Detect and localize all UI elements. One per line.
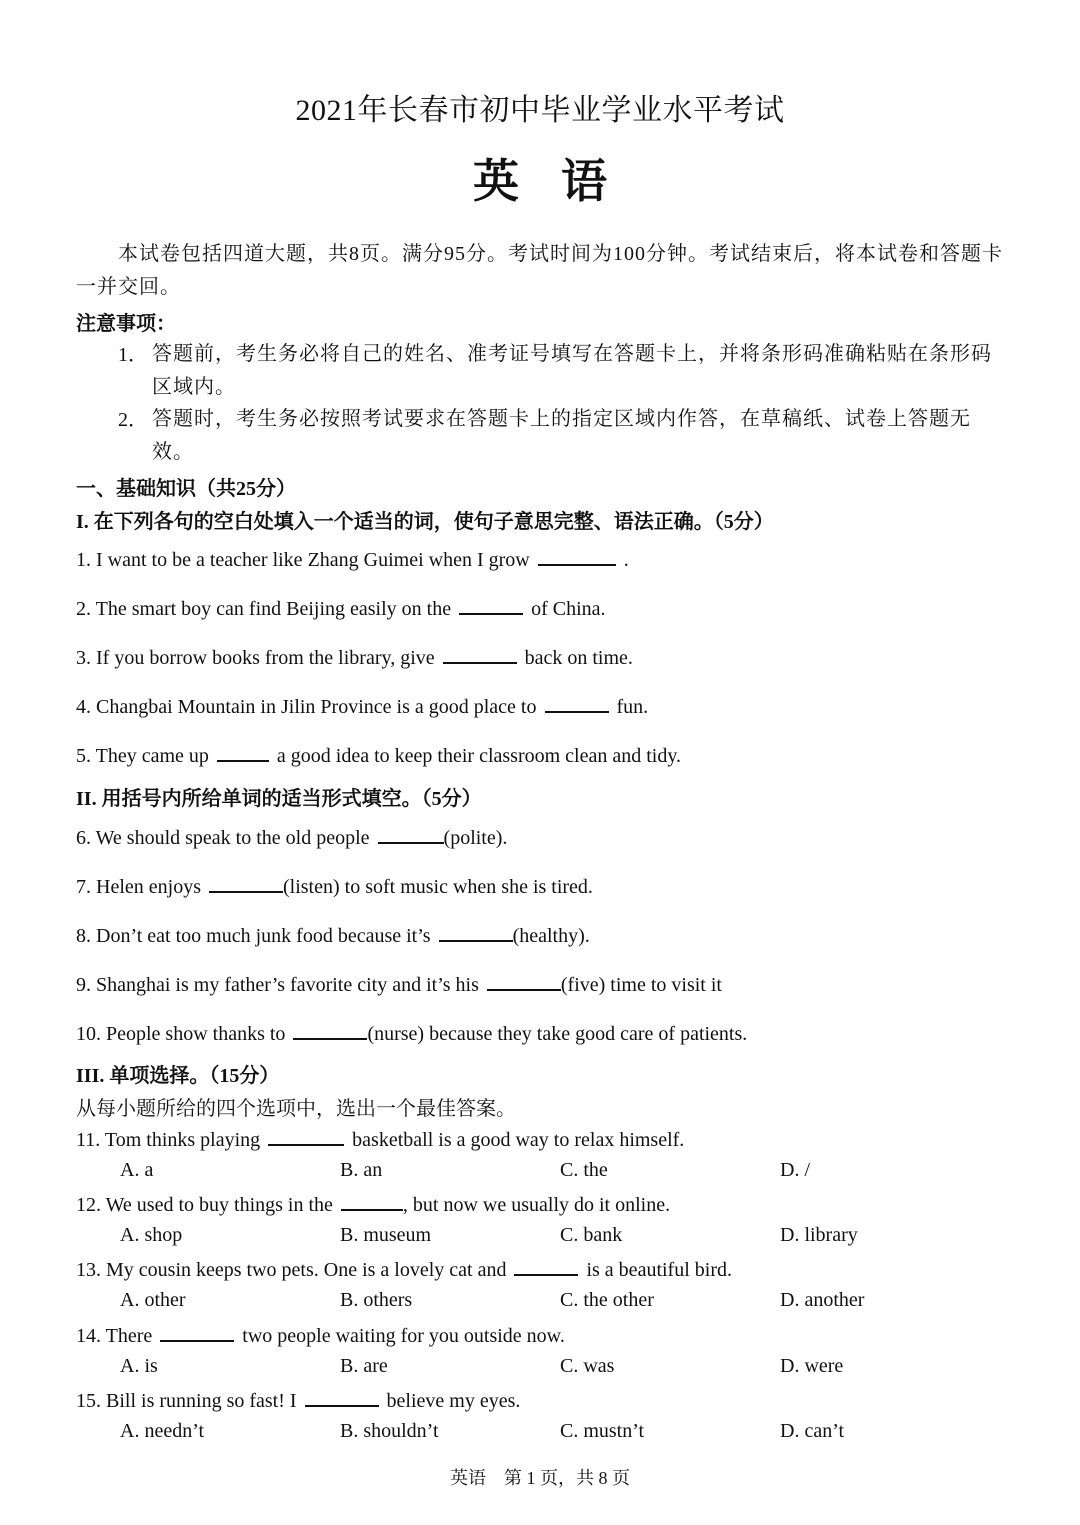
note-item: 答题时，考生务必按照考试要求在答题卡上的指定区域内作答，在草稿纸、试卷上答题无效。 <box>152 408 971 463</box>
question-text: 7. Helen enjoys <box>76 876 201 898</box>
question-text: 8. Don’t eat too much junk food because it’s <box>76 925 431 947</box>
notes-title: 注意事项： <box>76 313 176 335</box>
question-2 <box>76 595 606 621</box>
option-d: D. can’t <box>780 1420 845 1442</box>
option-a: A. is <box>120 1355 158 1377</box>
option-d: D. / <box>780 1159 810 1181</box>
question-text: 5. They came up <box>76 745 209 767</box>
question-12 <box>76 1191 670 1217</box>
question-text: 13. My cousin keeps two pets. One is a lovely cat and <box>76 1259 507 1281</box>
option-b: B. are <box>340 1355 388 1377</box>
answer-blank <box>443 644 517 664</box>
answer-blank <box>439 922 513 942</box>
section3-instruction: 从每小题所给的四个选项中，选出一个最佳答案。 <box>76 1098 516 1120</box>
intro-paragraph: 本试卷包括四道大题，共8页。满分95分。考试时间为100分钟。考试结束后，将本试卷和答题卡一并交回。 <box>76 243 1003 298</box>
question-11 <box>76 1126 684 1152</box>
question-text: 9. Shanghai is my father’s favorite city and it’s his <box>76 974 479 996</box>
option-c: C. the other <box>560 1289 654 1311</box>
answer-blank <box>514 1256 578 1276</box>
question-text: 3. If you borrow books from the library, give <box>76 647 435 669</box>
question-text: is a beautiful bird. <box>586 1259 732 1281</box>
question-text: 14. There <box>76 1325 153 1347</box>
question-8 <box>76 922 590 948</box>
question-text: 1. I want to be a teacher like Zhang Guimei when I grow <box>76 549 530 571</box>
option-a: A. needn’t <box>120 1420 205 1442</box>
question-text: basketball is a good way to relax himself. <box>352 1129 685 1151</box>
option-d: D. another <box>780 1289 865 1311</box>
question-text: , but now we usually do it online. <box>402 1194 671 1216</box>
option-c: C. the <box>560 1159 608 1181</box>
answer-blank <box>538 546 616 566</box>
question-9 <box>76 971 722 997</box>
question-text: 10. People show thanks to <box>76 1023 286 1045</box>
subject-title: 英语 <box>473 156 649 207</box>
answer-blank <box>209 873 283 893</box>
option-c: C. mustn’t <box>560 1420 645 1442</box>
answer-blank <box>160 1322 234 1342</box>
section3-title: III. 单项选择。（15分） <box>76 1065 280 1087</box>
question-text: of China. <box>531 598 606 620</box>
note-number: 1． <box>118 344 148 366</box>
answer-blank <box>268 1126 344 1146</box>
option-d: D. library <box>780 1224 858 1246</box>
question-5 <box>76 742 681 768</box>
question-text: (polite). <box>443 827 508 849</box>
question-text: 4. Changbai Mountain in Jilin Province is a good place to <box>76 696 537 718</box>
note-item: 答题前，考生务必将自己的姓名、准考证号填写在答题卡上，并将条形码准确粘贴在条形码区域内。 <box>152 343 992 398</box>
option-a: A. shop <box>120 1224 183 1246</box>
option-a: A. other <box>120 1289 186 1311</box>
question-text: 11. Tom thinks playing <box>76 1129 261 1151</box>
question-text: (five) time to visit it <box>560 974 722 996</box>
question-text: 15. Bill is running so fast! I <box>76 1390 297 1412</box>
question-text: (healthy). <box>512 925 590 947</box>
question-14 <box>76 1322 565 1348</box>
question-6 <box>76 824 507 850</box>
answer-blank <box>341 1191 403 1211</box>
answer-blank <box>217 742 269 762</box>
question-text: back on time. <box>524 647 633 669</box>
question-text: fun. <box>616 696 649 718</box>
option-b: B. museum <box>340 1224 432 1246</box>
question-13 <box>76 1256 732 1282</box>
question-1 <box>76 546 629 572</box>
part1-title: 一、基础知识（共25分） <box>76 478 296 500</box>
note-number: 2． <box>118 409 148 431</box>
question-text: 6. We should speak to the old people <box>76 827 370 849</box>
answer-blank <box>293 1020 367 1040</box>
answer-blank <box>305 1387 379 1407</box>
question-7 <box>76 873 593 899</box>
section1-title: I. 在下列各句的空白处填入一个适当的词，使句子意思完整、语法正确。（5分） <box>76 511 774 533</box>
page-footer: 英语 第 1 页，共 8 页 <box>450 1468 630 1488</box>
question-text: 12. We used to buy things in the <box>76 1194 333 1216</box>
option-b: B. others <box>340 1289 413 1311</box>
question-text: a good idea to keep their classroom clean and tidy. <box>276 745 682 767</box>
question-text: (nurse) because they take good care of patients. <box>367 1023 748 1045</box>
question-3 <box>76 644 633 670</box>
option-b: B. an <box>340 1159 383 1181</box>
option-c: C. bank <box>560 1224 623 1246</box>
question-text: two people waiting for you outside now. <box>242 1325 565 1347</box>
question-text: (listen) to soft music when she is tired. <box>282 876 593 898</box>
question-15 <box>76 1387 520 1413</box>
answer-blank <box>378 824 444 844</box>
answer-blank <box>487 971 561 991</box>
answer-blank <box>459 595 523 615</box>
option-a: A. a <box>120 1159 154 1181</box>
question-text: believe my eyes. <box>386 1390 521 1412</box>
section2-title: II. 用括号内所给单词的适当形式填空。（5分） <box>76 788 482 810</box>
question-text: . <box>623 549 629 571</box>
exam-title: 2021年长春市初中毕业学业水平考试 <box>295 94 785 127</box>
option-d: D. were <box>780 1355 844 1377</box>
question-text: 2. The smart boy can find Beijing easily on the <box>76 598 452 620</box>
question-10 <box>76 1020 747 1046</box>
answer-blank <box>545 693 609 713</box>
option-b: B. shouldn’t <box>340 1420 439 1442</box>
option-c: C. was <box>560 1355 615 1377</box>
question-4 <box>76 693 648 719</box>
